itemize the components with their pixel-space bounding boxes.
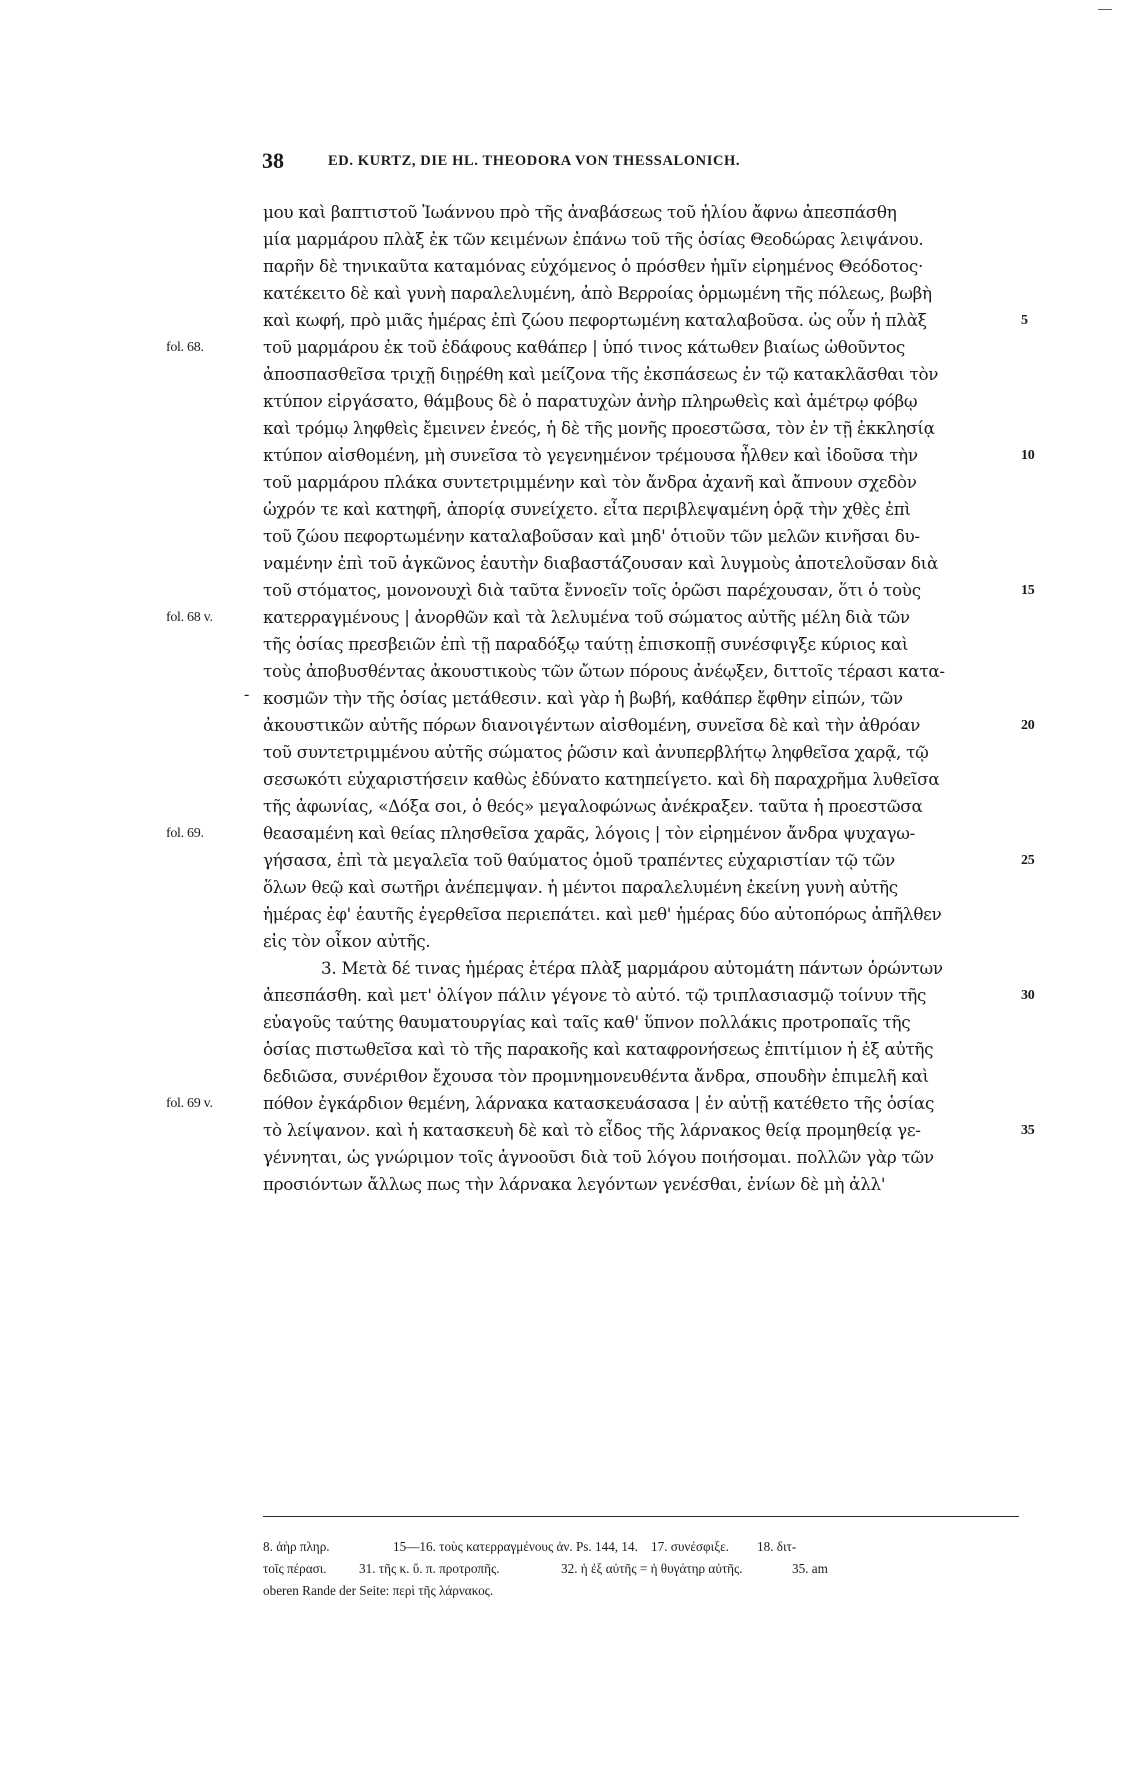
line-text: μου καὶ βαπτιστοῦ Ἰωάννου πρὸ τῆς ἀναβάσεως τοῦ ἡλίου ἄφνω ἀπεσπάσθη [263, 202, 897, 222]
text-line [263, 1036, 1033, 1063]
text-line [263, 523, 1033, 550]
line-text: εἰς τὸν οἶκον αὐτῆς. [263, 931, 431, 951]
line-text: ἀπεσπάσθη. καὶ μετ' ὀλίγον πάλιν γέγονε τὸ αὐτό. τῷ τριπλασιασμῷ τοίνυν τῆς [263, 985, 927, 1005]
text-line [263, 739, 1033, 766]
text-line [263, 226, 1033, 253]
line-number: 15 [1021, 583, 1035, 598]
footnote-entry: 18. διτ- [757, 1539, 797, 1554]
text-line [263, 928, 1033, 955]
footnote-rule [263, 1516, 1019, 1517]
text-line [263, 1009, 1033, 1036]
line-number: 10 [1021, 448, 1035, 463]
folio-marker: fol. 69. [166, 826, 204, 841]
footnote-entry: 32. ἡ ἐξ αὐτῆς = ἡ θυγάτηρ αὐτῆς. [561, 1561, 743, 1576]
line-text: τῆς ὁσίας πρεσβειῶν ἐπὶ τῇ παραδόξῳ ταύτῃ ἐπισκοπῇ συνέσφιγξε κύριος καὶ [263, 634, 909, 654]
text-line [263, 1171, 1033, 1198]
line-text: κατέκειτο δὲ καὶ γυνὴ παραλελυμένη, ἀπὸ Βερροίας ὁρμωμένη τῆς πόλεως, βωβὴ [263, 283, 932, 303]
line-text: ναμένην ἐπὶ τοῦ ἀγκῶνος ἑαυτὴν διαβαστάζουσαν καὶ λυγμοὺς ἀποτελοῦσαν διὰ [263, 553, 938, 573]
margin-dash: - [244, 686, 250, 703]
line-number: 30 [1021, 988, 1035, 1003]
text-line [263, 631, 1033, 658]
line-number: 5 [1021, 313, 1028, 328]
text-line [263, 496, 1033, 523]
footnote-entry: 17. συνέσφιξε. [651, 1539, 729, 1554]
line-text: εὐαγοῦς ταύτης θαυματουργίας καὶ ταῖς καθ' ὕπνον πολλάκις προτροπαῖς τῆς [263, 1012, 911, 1032]
line-text: τοῦ συντετριμμένου αὐτῆς σώματος ῥῶσιν καὶ ἀνυπερβλήτῳ ληφθεῖσα χαρᾷ, τῷ [263, 742, 929, 762]
line-text: μία μαρμάρου πλὰξ ἐκ τῶν κειμένων ἐπάνω τοῦ τῆς ὁσίας Θεοδώρας λειψάνου. [263, 229, 924, 249]
running-head: ED. KURTZ, DIE HL. THEODORA VON THESSALONICH. [328, 153, 741, 169]
line-text: καὶ τρόμῳ ληφθεὶς ἔμεινεν ἐνεός, ἡ δὲ τῆς μονῆς προεστῶσα, τὸν ἐν τῇ ἐκκλησίᾳ [263, 418, 935, 438]
line-text: ἀποσπασθεῖσα τριχῇ διῃρέθη καὶ μείζονα τῆς ἐκσπάσεως ἐν τῷ κατακλᾶσθαι τὸν [263, 364, 939, 384]
text-line [263, 577, 1033, 604]
line-text: παρῆν δὲ τηνικαῦτα καταμόνας εὐχόμενος ὁ πρόσθεν ἡμῖν εἰρημένος Θεόδοτος· [263, 256, 923, 276]
text-line [263, 712, 1033, 739]
line-text: τοῦ μαρμάρου ἐκ τοῦ ἐδάφους καθάπερ | ὑπό τινος κάτωθεν βιαίως ὠθοῦντος [263, 337, 905, 357]
text-line [263, 550, 1033, 577]
footnote-entry: 31. τῆς κ. ὕ. π. προτροπῆς. [359, 1561, 500, 1576]
main-text [166, 199, 1035, 1198]
text-line [263, 469, 1033, 496]
text-line [166, 820, 1033, 847]
line-text: ὠχρόν τε καὶ κατηφῆ, ἀπορίᾳ συνείχετο. εἶτα περιβλεψαμένη ὁρᾷ τὴν χθὲς ἐπὶ [263, 499, 911, 519]
text-line [263, 1117, 1033, 1144]
text-line [166, 604, 1033, 631]
line-text: τὸ λείψανον. καὶ ἡ κατασκευὴ δὲ καὶ τὸ εἶδος τῆς λάρνακος θείᾳ προμηθείᾳ γε- [263, 1120, 921, 1140]
text-line [263, 874, 1033, 901]
text-line [263, 793, 1033, 820]
text-line [263, 388, 1033, 415]
line-text: γήσασα, ἐπὶ τὰ μεγαλεῖα τοῦ θαύματος ὁμοῦ τραπέντες εὐχαριστίαν τῷ τῶν [263, 850, 895, 870]
footnotes [263, 1536, 1023, 1602]
text-line [263, 982, 1033, 1009]
line-number: 35 [1021, 1123, 1035, 1138]
line-text: ὅλων θεῷ καὶ σωτῆρι ἀνέπεμψαν. ἡ μέντοι παραλελυμένη ἐκείνη γυνὴ αὐτῆς [263, 877, 898, 897]
footnote-line [263, 1558, 1023, 1580]
line-number: 20 [1021, 718, 1035, 733]
text-line [263, 442, 1033, 469]
text-line [263, 901, 1033, 928]
footnote-entry: 35. am [792, 1561, 828, 1576]
line-text: προσιόντων ἄλλως πως τὴν λάρνακα λεγόντων γενέσθαι, ἐνίων δὲ μὴ ἀλλ' [263, 1174, 886, 1194]
line-text: τοῦ στόματος, μονονουχὶ διὰ ταῦτα ἔννοεῖν τοῖς ὁρῶσι παρέχουσαν, ὅτι ὁ τοὺς [263, 580, 921, 600]
line-text: πόθον ἐγκάρδιον θεμένη, λάρνακα κατασκευάσασα | ἐν αὐτῇ κατέθετο τῆς ὁσίας [263, 1093, 935, 1113]
footnote-entry: 8. ἀὴρ πληρ. [263, 1539, 330, 1554]
line-text: τοῦ μαρμάρου πλάκα συντετριμμένην καὶ τὸν ἄνδρα ἀχανῆ καὶ ἄπνουν σχεδὸν [263, 472, 917, 492]
line-text: κτύπον εἰργάσατο, θάμβους δὲ ὁ παρατυχὼν ἀνὴρ πληρωθεὶς καὶ ἀμέτρῳ φόβῳ [263, 391, 918, 411]
text-line [263, 280, 1033, 307]
text-line [263, 199, 1033, 226]
line-text: ἡμέρας ἐφ' ἑαυτῆς ἐγερθεῖσα περιεπάτει. καὶ μεθ' ἡμέρας δύο αὐτοπόρως ἀπῆλθεν [263, 904, 942, 924]
footnote-entry: τοῖς πέρασι. [263, 1561, 327, 1576]
line-text: σεσωκότι εὐχαριστήσειν καθὼς ἐδύνατο κατηπείγετο. καὶ δὴ παραχρῆμα λυθεῖσα [263, 769, 940, 789]
folio-marker: fol. 68 v. [166, 610, 213, 625]
text-line [263, 1144, 1033, 1171]
folio-marker: fol. 68. [166, 340, 204, 355]
text-line [263, 415, 1033, 442]
line-text: τῆς ἀφωνίας, «Δόξα σοι, ὁ θεός» μεγαλοφώνως ἀνέκραξεν. ταῦτα ἡ προεστῶσα [263, 796, 923, 816]
text-line [263, 307, 1033, 334]
line-text: καὶ κωφή, πρὸ μιᾶς ἡμέρας ἐπὶ ζώου πεφορτωμένη καταλαβοῦσα. ὡς οὖν ἡ πλὰξ [263, 310, 927, 330]
line-number: 25 [1021, 853, 1035, 868]
text-line [166, 1090, 1033, 1117]
text-line [263, 847, 1033, 874]
page-header [262, 148, 882, 178]
text-line [244, 685, 1033, 712]
line-text: ἀκουστικῶν αὐτῆς πόρων διανοιγέντων αἰσθομένη, συνεῖσα δὲ καὶ τὴν ἀθρόαν [263, 715, 921, 735]
footnote-line [263, 1536, 1023, 1558]
line-text: τοῦ ζώου πεφορτωμένην καταλαβοῦσαν καὶ μηδ' ὁτιοῦν τῶν μελῶν κινῆσαι δυ- [263, 526, 920, 546]
text-line [263, 1063, 1033, 1090]
text-line [263, 658, 1033, 685]
footnote-entry: oberen Rande der Seite: περὶ τῆς λάρνακος. [263, 1583, 494, 1598]
line-text: 3. Μετὰ δέ τινας ἡμέρας ἑτέρα πλὰξ μαρμάρου αὐτομάτη πάντων ὁρώντων [321, 958, 943, 978]
text-line [263, 253, 1033, 280]
line-text: κατερραγμένους | ἀνορθῶν καὶ τὰ λελυμένα τοῦ σώματος αὐτῆς μέλη διὰ τῶν [263, 607, 910, 627]
text-line [263, 361, 1033, 388]
line-text: τοὺς ἀποβυσθέντας ἀκουστικοὺς τῶν ὤτων πόρους ἀνέῳξεν, διττοῖς τέρασι κατα- [263, 661, 945, 681]
line-text: κοσμῶν τὴν τῆς ὁσίας μετάθεσιν. καὶ γὰρ ἡ βωβή, καθάπερ ἔφθην εἰπών, τῶν [263, 688, 903, 708]
footnote-line [263, 1580, 1023, 1602]
text-line [263, 766, 1033, 793]
page-number: 38 [262, 148, 284, 173]
corner-mark: — [1098, 0, 1112, 16]
line-text: θεασαμένη καὶ θείας πλησθεῖσα χαρᾶς, λόγοις | τὸν εἰρημένον ἄνδρα ψυχαγω- [263, 823, 915, 843]
folio-marker: fol. 69 v. [166, 1096, 213, 1111]
footnote-entry: 15—16. τοὺς κατερραγμένους ἀν. Ps. 144, 14. [393, 1539, 638, 1554]
line-text: ὁσίας πιστωθεῖσα καὶ τὸ τῆς παρακοῆς καὶ καταφρονήσεως ἐπιτίμιον ἡ ἐξ αὐτῆς [263, 1039, 934, 1059]
line-text: δεδιῶσα, συνέριθον ἔχουσα τὸν προμνημονευθέντα ἄνδρα, σπουδὴν ἐπιμελῆ καὶ [263, 1066, 929, 1086]
line-text: κτύπον αἰσθομένη, μὴ συνεῖσα τὸ γεγενημένον τρέμουσα ἦλθεν καὶ ἰδοῦσα τὴν [263, 445, 918, 465]
text-line [166, 334, 1033, 361]
text-line [263, 955, 1033, 982]
line-text: γέννηται, ὡς γνώριμον τοῖς ἀγνοοῦσι διὰ τοῦ λόγου ποιήσομαι. πολλῶν γὰρ τῶν [263, 1147, 934, 1167]
